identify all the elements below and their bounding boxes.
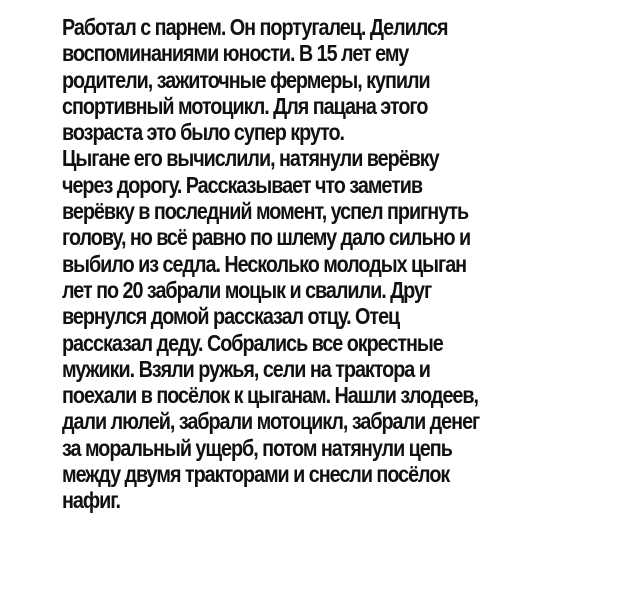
text-line: между двумя тракторами и снесли посёлок [62,461,450,488]
text-line: родители, зажиточные фермеры, купили [62,66,430,93]
text-line: дали люлей, забрали мотоцикл, забрали денег [62,408,480,435]
text-line: голову, но всё равно по шлему дало сильно и [62,224,471,251]
text-line: возраста это было супер круто. [62,119,345,146]
text-line: Цыгане его вычислили, натянули верёвку [62,145,439,172]
text-line: через дорогу. Рассказывает что заметив [62,171,423,198]
text-line: лет по 20 забрали моцык и свалили. Друг [62,276,432,303]
post-text [62,14,612,514]
text-line: за моральный ущерб, потом натянули цепь [62,434,452,461]
text-line: Работал с парнем. Он португалец. Делился [62,14,448,40]
text-line: нафиг. [62,487,120,514]
text-line: верёвку в последний момент, успел пригнуть [62,198,469,225]
text-line: рассказал деду. Собрались все окрестные [62,329,443,356]
text-line: поехали в посёлок к цыганам. Нашли злодеев, [62,382,478,409]
text-line: выбило из седла. Несколько молодых цыган [62,250,467,277]
text-line: спортивный мотоцикл. Для пацана этого [62,92,428,119]
text-line: воспоминаниями юности. В 15 лет ему [62,40,409,67]
text-line: мужики. Взяли ружья, сели на трактора и [62,355,430,382]
text-line: вернулся домой рассказал отцу. Отец [62,303,400,330]
